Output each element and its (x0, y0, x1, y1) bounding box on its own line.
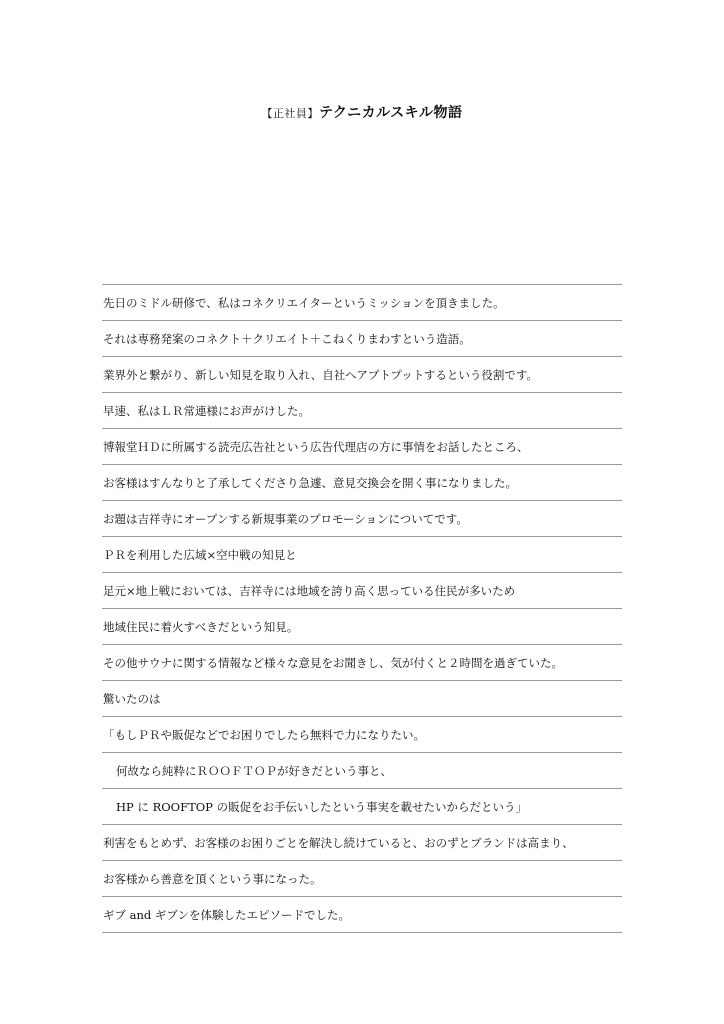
text-line: お客様から善意を頂くという事になった。 (102, 861, 622, 897)
text-line: 何故なら純粋にＲＯＯＦＴＯＰが好きだという事と、 (102, 753, 622, 789)
text-line: 業界外と繋がり、新しい知見を取り入れ、自社へアプトプットするという役割です。 (102, 357, 622, 393)
text-line: 「もしＰＲや販促などでお困りでしたら無料で力になりたい。 (102, 717, 622, 753)
text-line: 足元×地上戦においては、吉祥寺には地域を誇り高く思っている住民が多いため (102, 573, 622, 609)
text-line: 博報堂ＨＤに所属する読売広告社という広告代理店の方に事情をお話したところ、 (102, 429, 622, 465)
ruled-text-block (102, 284, 622, 933)
text-line: HP に ROOFTOP の販促をお手伝いしたという事実を載せたいからだという」 (102, 789, 622, 825)
text-line: それは専務発案のコネクト＋クリエイト＋こねくりまわすという造語。 (102, 321, 622, 357)
text-line: その他サウナに関する情報など様々な意見をお聞きし、気が付くと２時間を過ぎていた。 (102, 645, 622, 681)
text-line: ＰＲを利用した広域×空中戦の知見と (102, 537, 622, 573)
text-line: ギブ and ギブンを体験したエピソードでした。 (102, 897, 622, 933)
title-main: テクニカルスキル物語 (318, 105, 463, 121)
text-line: お客様はすんなりと了承してくださり急遽、意見交換会を開く事になりました。 (102, 465, 622, 501)
title-tag: 【正社員】 (261, 107, 319, 120)
text-line: 早速、私はＬＲ常連様にお声がけした。 (102, 393, 622, 429)
page-title (0, 102, 724, 122)
text-line: お題は吉祥寺にオープンする新規事業のプロモーションについてです。 (102, 501, 622, 537)
text-line: 利害をもとめず、お客様のお困りごとを解決し続けていると、おのずとブランドは高まり、 (102, 825, 622, 861)
text-line: 先日のミドル研修で、私はコネクリエイターというミッションを頂きました。 (102, 285, 622, 321)
text-line: 驚いたのは (102, 681, 622, 717)
text-line: 地域住民に着火すべきだという知見。 (102, 609, 622, 645)
